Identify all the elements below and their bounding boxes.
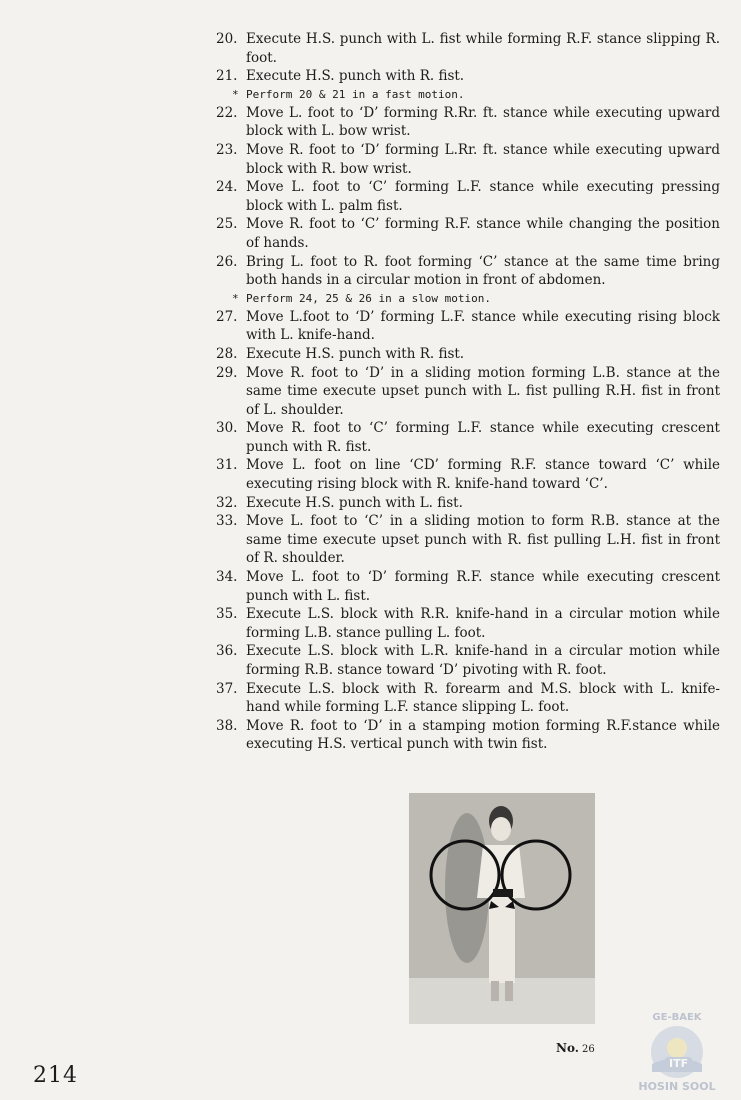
step-item [212,605,720,642]
step-text: Execute L.S. block with L.R. knife-hand in a circular motion while forming R.B. stance toward ‘D’ pivoting with R. foot. [246,643,720,678]
step-text: Execute H.S. punch with L. fist. [246,494,463,511]
step-number: 31. [216,457,238,474]
figure-label: No. [556,1041,579,1055]
step-number: 23. [216,141,238,158]
step-note [212,290,720,308]
note-text: Perform 20 & 21 in a fast motion. [246,87,465,101]
step-text: Execute L.S. block with R.R. knife-hand in a circular motion while forming L.B. stance pulling L. foot. [246,606,720,641]
step-item [212,253,720,290]
step-number: 26. [216,253,238,270]
step-number: 38. [216,717,238,734]
step-item [212,345,720,364]
step-item [212,141,720,178]
step-number: 22. [216,104,238,121]
watermark-logo [617,1010,737,1098]
step-text: Move L. foot to ‘D’ forming R.F. stance while executing crescent punch with L. fist. [246,569,720,604]
watermark-bottom-text: HOSIN SOOL [638,1080,716,1093]
step-text: Move L.foot to ‘D’ forming L.F. stance while executing rising block with L. knife-hand. [246,308,720,344]
figure-photo [409,793,595,1024]
step-number: 34. [216,569,238,586]
note-marker: * [232,87,239,101]
step-text: Execute H.S. punch with R. fist. [246,345,465,362]
step-text: Bring L. foot to R. foot forming ‘C’ stance at the same time bring both hands in a circular motion in front of abdomen. [246,253,720,289]
step-note [212,86,720,104]
step-item [212,178,720,215]
step-item [212,456,720,493]
step-text: Move R. foot to ‘C’ forming R.F. stance while changing the position of hands. [246,216,720,251]
step-number: 25. [216,216,238,233]
figure-caption [556,1041,595,1055]
step-number: 35. [216,606,238,623]
step-item [212,642,720,679]
step-text: Move R. foot to ‘D’ forming L.Rr. ft. stance while executing upward block with R. bow wrist. [246,141,720,177]
step-item [212,30,720,67]
watermark-itf-text: ITF [665,1057,692,1070]
step-text: Move L. foot to ‘C’ in a sliding motion to form R.B. stance at the same time execute upset punch with R. fist pulling L.H. fist in front of R. shoulder. [246,513,720,567]
step-number: 33. [216,513,238,530]
step-item [212,512,720,568]
note-marker: * [232,291,239,305]
step-text: Move L. foot to ‘D’ forming R.Rr. ft. stance while executing upward block with L. bow wrist. [246,104,720,140]
step-item [212,419,720,456]
watermark-emblem-icon [642,1024,712,1080]
step-number: 36. [216,643,238,660]
step-number: 20. [216,31,238,47]
step-text: Move L. foot on line ‘CD’ forming R.F. stance toward ‘C’ while executing rising block with R. knife-hand toward ‘C’. [246,457,720,493]
step-number: 32. [216,494,238,511]
step-text: Execute L.S. block with R. forearm and M.S. block with L. knife-hand while forming L.F. stance slipping L. foot. [246,680,720,716]
step-number: 27. [216,308,238,325]
figure-number: 26 [581,1044,595,1055]
step-text: Move R. foot to ‘D’ in a sliding motion forming L.B. stance at the same time execute upset punch with L. fist pulling R.H. fist in front of L. shoulder. [246,364,720,418]
step-number: 29. [216,364,238,381]
step-item [212,364,720,420]
step-text: Move R. foot to ‘C’ forming L.F. stance while executing crescent punch with R. fist. [246,420,720,455]
step-text: Move L. foot to ‘C’ forming L.F. stance while executing pressing block with L. palm fist. [246,179,720,214]
step-number: 37. [216,680,238,697]
step-item [212,215,720,252]
step-item [212,717,720,754]
step-item [212,104,720,141]
step-number: 21. [216,68,238,85]
watermark-top-text: GE-BAEK [652,1012,702,1023]
step-item [212,308,720,345]
step-number: 24. [216,179,238,196]
step-number: 28. [216,345,238,362]
step-text: Move R. foot to ‘D’ in a stamping motion forming R.F.stance while executing H.S. vertical punch with twin fist. [246,717,720,753]
step-item [212,67,720,86]
step-text: Execute H.S. punch with L. fist while forming R.F. stance slipping R. foot. [246,31,720,66]
page-number: 214 [33,1063,78,1088]
technique-steps-list [212,30,720,754]
step-number: 30. [216,420,238,437]
step-item [212,568,720,605]
note-text: Perform 24, 25 & 26 in a slow motion. [246,291,492,305]
step-item [212,494,720,513]
step-item [212,680,720,717]
step-text: Execute H.S. punch with R. fist. [246,68,465,85]
